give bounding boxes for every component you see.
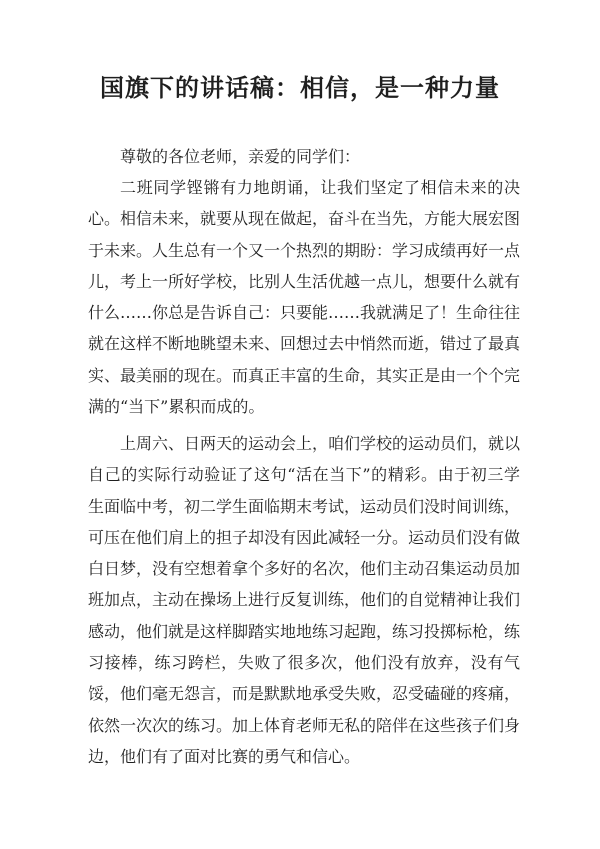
- paragraph-1: 二班同学铿锵有力地朗诵，让我们坚定了相信未来的决心。相信未来，就要从现在做起，奋斗在当先，方能大展宏图于未来。人生总有一个又一个热烈的期盼：学习成绩再好一点儿，考上一所好学校，比别人生活优越一点儿，想要什么就有什么……你总是告诉自己：只要能……我就满足了！生命往往就在这样不断地眺望未来、回想过去中悄然而逝，错过了最真实、最美丽的现在。而真正丰富的生命，其实正是由一个个完满的“当下”累积而成的。: [88, 178, 521, 417]
- document-title: 国旗下的讲话稿：相信，是一种力量: [100, 73, 500, 102]
- salutation: 尊敬的各位老师，亲爱的同学们：: [120, 147, 361, 166]
- paragraph-2: 上周六、日两天的运动会上，咱们学校的运动员们，就以自己的实际行动验证了这句“活在当下”的精彩。由于初三学生面临中考，初二学生面临期末考试，运动员们没时间训练，可压在他们肩上的担子却没有因此减轻一分。运动员们没有做白日梦，没有空想着拿个多好的名次，他们主动召集运动员加班加点，主动在操场上进行反复训练，他们的自觉精神让我们感动，他们就是这样脚踏实地地练习起跑，练习投掷标枪，练习接棒，练习跨栏，失败了很多次，他们没有放弃，没有气馁，他们毫无怨言，而是默默地承受失败，忍受磕碰的疼痛，依然一次次的练习。加上体育老师无私的陪伴在这些孩子们身边，他们有了面对比赛的勇气和信心。: [88, 434, 521, 766]
